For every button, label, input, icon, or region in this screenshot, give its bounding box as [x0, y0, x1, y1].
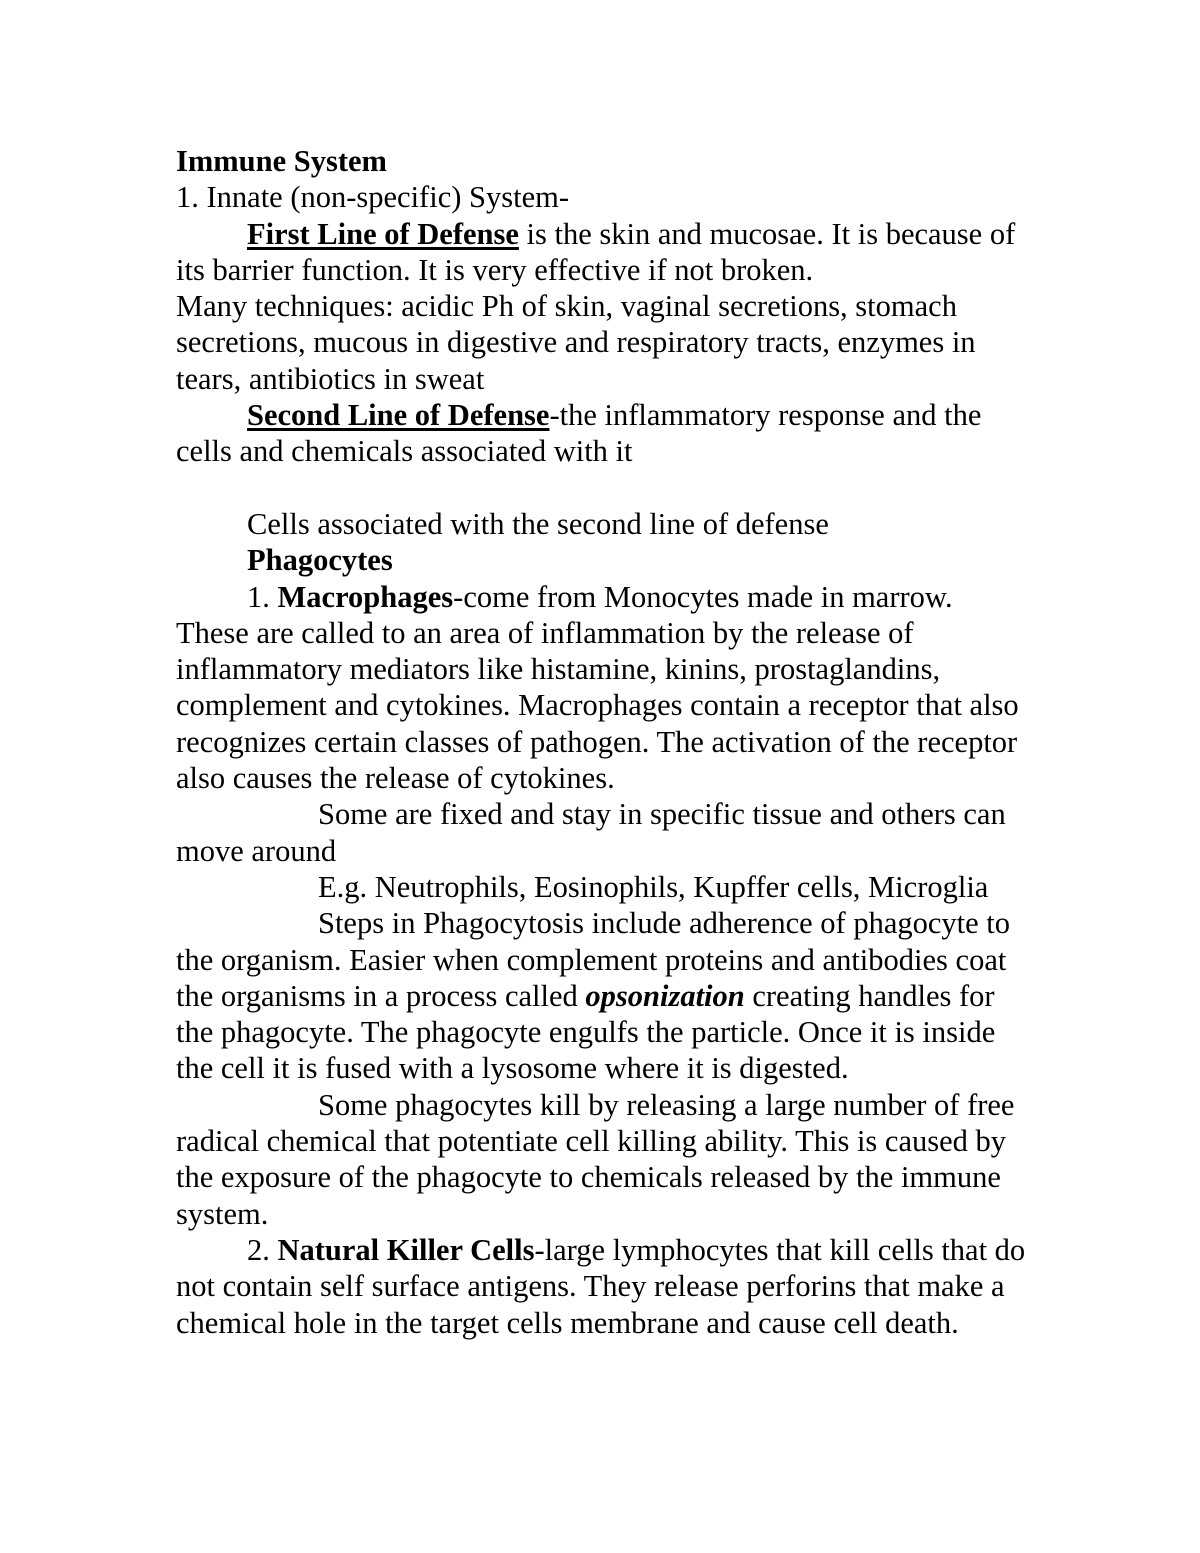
macrophages-text: -come from Monocytes made in marrow. These are called to an area of inflammation by the release of inflammatory mediators like histamine, kinins, prostaglandins, complement and cytokines. Macrophages contain a receptor that also recognizes certain classes of pathogen. The activation of the receptor also causes the release of cytokines. [176, 579, 1019, 796]
innate-heading: 1. Innate (non-specific) System- [176, 180, 569, 215]
nk-cells-term: Natural Killer Cells [277, 1232, 535, 1267]
first-line-text: is the skin and mucosae. It is because of its barrier function. It is very effective if not broken. [176, 216, 1016, 287]
nk-cells-number: 2. [247, 1232, 278, 1267]
macrophages-number: 1. [247, 579, 278, 614]
free-radical-paragraph: Some phagocytes kill by releasing a large number of free radical chemical that potentiate cell killing ability. This is caused by the exposure of the phagocyte to chemicals released by the immune system. [176, 1087, 1015, 1231]
document-page [176, 143, 1026, 1341]
fixed-paragraph: Some are fixed and stay in specific tissue and others can move around [176, 797, 1006, 868]
first-line-term: First Line of Defense [247, 216, 519, 251]
cells-intro: Cells associated with the second line of defense [247, 506, 829, 541]
macrophages-paragraph [176, 579, 1026, 797]
steps-text-after: creating handles for the phagocyte. The phagocyte engulfs the particle. Once it is inside the cell it is fused with a lysosome where it is digested. [176, 978, 996, 1086]
examples-line: E.g. Neutrophils, Eosinophils, Kupffer cells, Microglia [318, 869, 989, 904]
nk-cells-paragraph [176, 1232, 1026, 1341]
techniques-paragraph: Many techniques: acidic Ph of skin, vaginal secretions, stomach secretions, mucous in digestive and respiratory tracts, enzymes in tears, antibiotics in sweat [176, 289, 976, 396]
phagocytes-heading: Phagocytes [247, 543, 393, 578]
second-line-term: Second Line of Defense [247, 398, 550, 433]
second-line-paragraph [176, 397, 1026, 470]
opsonization-term: opsonization [585, 978, 745, 1013]
steps-paragraph [176, 905, 1026, 1086]
document-title: Immune System [176, 144, 387, 178]
steps-text-before: Steps in Phagocytosis include adherence of phagocyte to the organism. Easier when complement proteins and antibodies coat the organisms in a process called [176, 906, 1010, 1013]
nk-cells-text: -large lymphocytes that kill cells that do not contain self surface antigens. They release perforins that make a chemical hole in the target cells membrane and cause cell death. [176, 1232, 1026, 1340]
first-line-paragraph [176, 216, 1026, 289]
blank-line [176, 470, 1026, 506]
second-line-text: -the inflammatory response and the cells and chemicals associated with it [176, 398, 982, 469]
macrophages-term: Macrophages [277, 579, 454, 614]
